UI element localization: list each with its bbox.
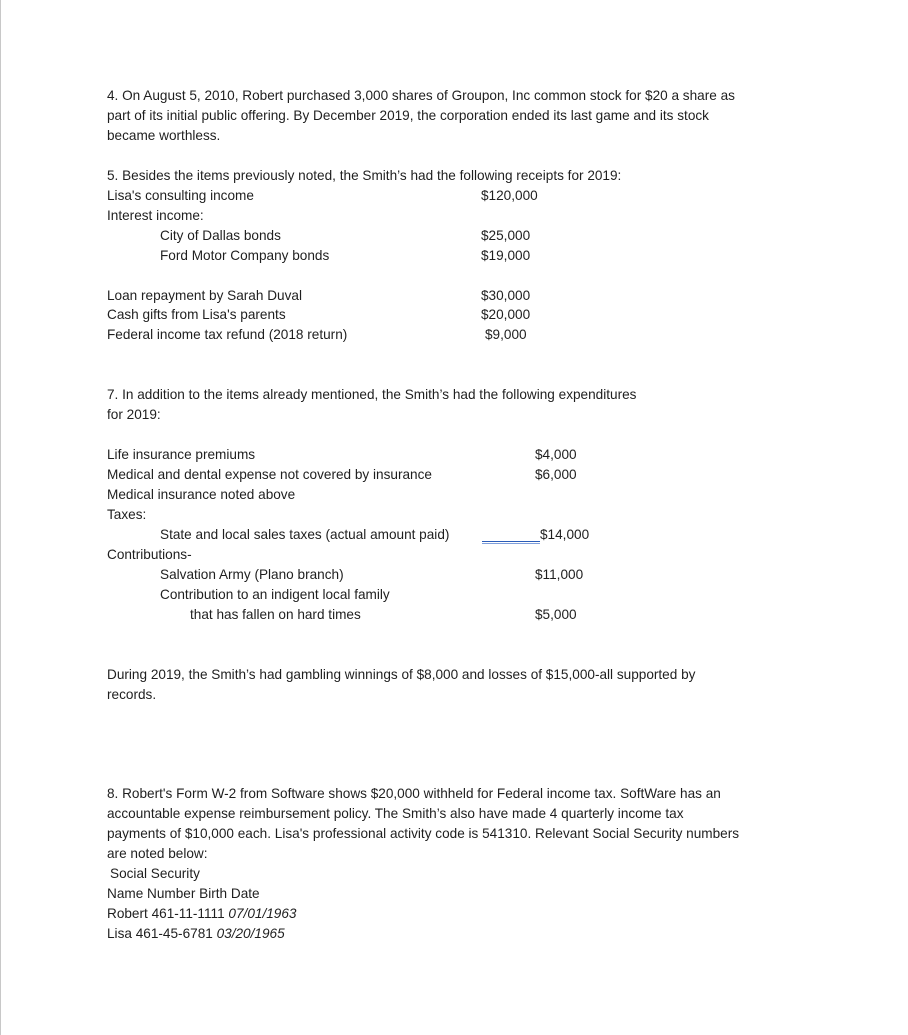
cash-gifts-label: Cash gifts from Lisa's parents <box>107 307 286 322</box>
consulting-income-label: Lisa's consulting income <box>107 188 254 203</box>
sales-tax-value: $14,000 <box>540 527 590 542</box>
item7-intro-line1: 7. In addition to the items already mentioned, the Smith’s had the following expenditures <box>107 387 637 402</box>
item4-line2: part of its initial public offering. By December 2019, the corporation ended its last game and its stock <box>107 108 709 123</box>
family-contribution-label: Contribution to an indigent local family <box>160 587 390 602</box>
item4-line3: became worthless. <box>107 128 221 143</box>
item7-intro-line2: for 2019: <box>107 407 161 422</box>
lisa-birth-date: 03/20/1965 <box>216 926 285 941</box>
medical-insurance-label: Medical insurance noted above <box>107 487 296 502</box>
lisa-ssn-row <box>107 924 285 944</box>
tax-refund-value: $9,000 <box>485 327 527 342</box>
page-left-border <box>0 0 1 1035</box>
item4-line1: 4. On August 5, 2010, Robert purchased 3,000 shares of Groupon, Inc common stock for $20 a share as <box>107 88 735 103</box>
sales-tax-label: State and local sales taxes (actual amount paid) <box>160 527 450 542</box>
interest-income-label: Interest income: <box>107 208 204 223</box>
sales-tax-underline <box>482 541 540 542</box>
medical-expense-value: $6,000 <box>535 467 577 482</box>
taxes-label: Taxes: <box>107 507 147 522</box>
salvation-army-label: Salvation Army (Plano branch) <box>160 567 344 582</box>
loan-repayment-label: Loan repayment by Sarah Duval <box>107 288 302 303</box>
family-contribution-label-2: that has fallen on hard times <box>190 607 361 622</box>
item8-line2: accountable expense reimbursement policy. The Smith’s also have made 4 quarterly income tax <box>107 806 684 821</box>
gambling-line2: records. <box>107 687 157 702</box>
contributions-label: Contributions- <box>107 547 192 562</box>
salvation-army-value: $11,000 <box>535 567 584 582</box>
gambling-line1: During 2019, the Smith’s had gambling winnings of $8,000 and losses of $15,000-all supported by <box>107 667 696 682</box>
ss-header-line2: Name Number Birth Date <box>107 886 260 901</box>
sales-tax-underline-2 <box>482 543 540 544</box>
robert-ssn-row <box>107 904 296 924</box>
ford-bonds-label: Ford Motor Company bonds <box>160 248 330 263</box>
dallas-bonds-label: City of Dallas bonds <box>160 228 281 243</box>
consulting-income-value: $120,000 <box>481 188 538 203</box>
item8-line1: 8. Robert's Form W-2 from Software shows $20,000 withheld for Federal income tax. SoftWare has an <box>107 786 721 801</box>
dallas-bonds-value: $25,000 <box>481 228 531 243</box>
robert-birth-date: 07/01/1963 <box>228 906 297 921</box>
medical-expense-label: Medical and dental expense not covered by insurance <box>107 467 432 482</box>
ford-bonds-value: $19,000 <box>481 248 531 263</box>
ss-header-line1: Social Security <box>110 866 200 881</box>
item8-line4: are noted below: <box>107 846 208 861</box>
life-insurance-value: $4,000 <box>535 447 577 462</box>
loan-repayment-value: $30,000 <box>481 288 531 303</box>
robert-name-ssn: Robert 461-11-1111 <box>107 906 229 921</box>
item5-intro: 5. Besides the items previously noted, the Smith’s had the following receipts for 2019: <box>107 168 622 183</box>
item8-line3: payments of $10,000 each. Lisa's professional activity code is 541310. Relevant Social Security numbers <box>107 826 740 841</box>
life-insurance-label: Life insurance premiums <box>107 447 256 462</box>
cash-gifts-value: $20,000 <box>481 307 531 322</box>
tax-refund-label: Federal income tax refund (2018 return) <box>107 327 348 342</box>
family-contribution-value: $5,000 <box>535 607 577 622</box>
lisa-name-ssn: Lisa 461-45-6781 <box>107 926 217 941</box>
